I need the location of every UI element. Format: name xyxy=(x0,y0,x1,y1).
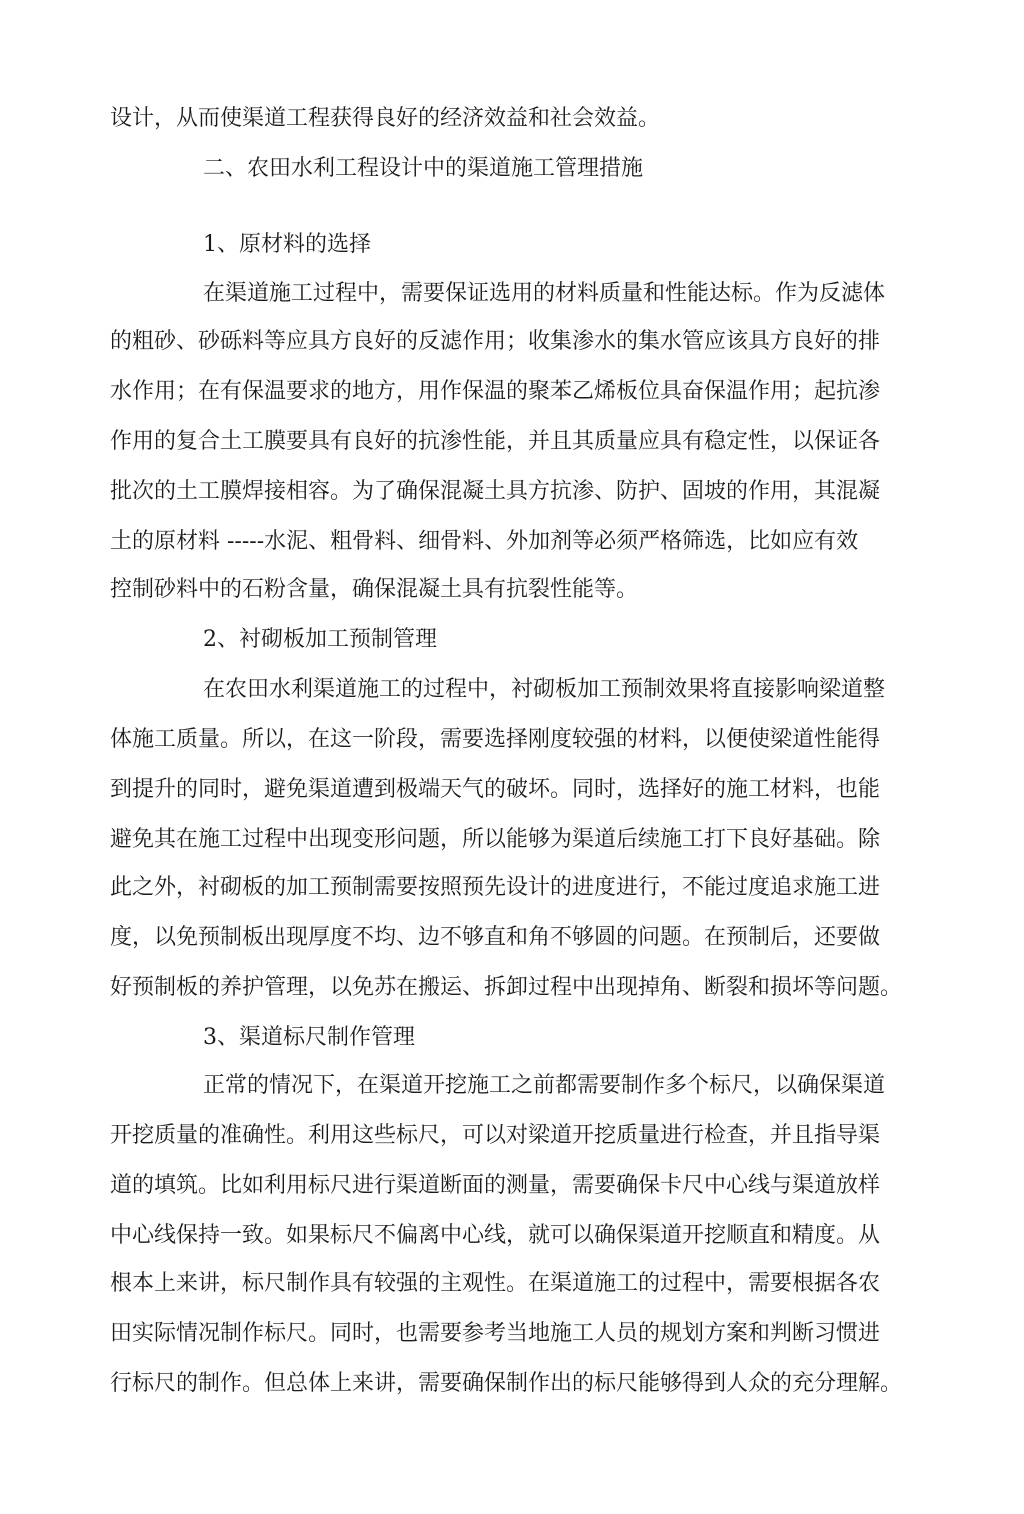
subsection-heading: 2、衬砌板加工预制管理 xyxy=(203,627,437,652)
paragraph-line: 在渠道施工过程中，需要保证选用的材料质量和性能达标。作为反滤体 xyxy=(203,281,886,306)
paragraph-line: 好预制板的养护管理，以免苏在搬运、拆卸过程中出现掉角、断裂和损坏等问题。 xyxy=(110,975,903,1000)
paragraph-line: 作用的复合土工膜要具有良好的抗渗性能，并且其质量应具有稳定性，以保证各 xyxy=(110,429,881,454)
paragraph-line: 体施工质量。所以，在这一阶段，需要选择刚度较强的材料，以便使梁道性能得 xyxy=(110,727,881,752)
section-heading: 二、农田水利工程设计中的渠道施工管理措施 xyxy=(203,156,644,181)
paragraph-line: 控制砂料中的石粉含量，确保混凝土具有抗裂性能等。 xyxy=(110,577,639,602)
paragraph-line: 设计，从而使渠道工程获得良好的经济效益和社会效益。 xyxy=(110,106,661,131)
paragraph-line: 根本上来讲，标尺制作具有较强的主观性。在渠道施工的过程中，需要根据各农 xyxy=(110,1271,881,1296)
paragraph-line: 水作用；在有保温要求的地方，用作保温的聚苯乙烯板位具奋保温作用；起抗渗 xyxy=(110,379,881,404)
paragraph-line: 中心线保持一致。如果标尺不偏离中心线，就可以确保渠道开挖顺直和精度。从 xyxy=(110,1223,881,1248)
paragraph-line: 行标尺的制作。但总体上来讲，需要确保制作出的标尺能够得到人众的充分理解。 xyxy=(110,1371,903,1396)
paragraph-line: 正常的情况下，在渠道开挖施工之前都需要制作多个标尺，以确保渠道 xyxy=(203,1073,886,1098)
paragraph-line: 批次的土工膜焊接相容。为了确保混凝土具方抗渗、防护、固坡的作用，其混凝 xyxy=(110,479,881,504)
paragraph-line: 土的原材料 -----水泥、粗骨料、细骨料、外加剂等必须严格筛选，比如应有效 xyxy=(110,529,859,554)
paragraph-line: 道的填筑。比如利用标尺进行渠道断面的测量，需要确保卡尺中心线与渠道放样 xyxy=(110,1173,881,1198)
paragraph-line: 在农田水利渠道施工的过程中，衬砌板加工预制效果将直接影响梁道整 xyxy=(203,677,886,702)
paragraph-line: 田实际情况制作标尺。同时，也需要参考当地施工人员的规划方案和判断习惯进 xyxy=(110,1321,881,1346)
paragraph-line: 的粗砂、砂砾料等应具方良好的反滤作用；收集渗水的集水管应该具方良好的排 xyxy=(110,329,881,354)
paragraph-line: 此之外，衬砌板的加工预制需要按照预先设计的进度进行，不能过度追求施工进 xyxy=(110,875,881,900)
paragraph-line: 到提升的同时，避免渠道遭到极端天气的破坏。同时，选择好的施工材料，也能 xyxy=(110,777,881,802)
paragraph-line: 开挖质量的准确性。利用这些标尺，可以对梁道开挖质量进行检查，并且指导渠 xyxy=(110,1123,881,1148)
subsection-heading: 3、渠道标尺制作管理 xyxy=(203,1025,415,1050)
paragraph-line: 度，以免预制板出现厚度不均、边不够直和角不够圆的问题。在预制后，还要做 xyxy=(110,925,881,950)
subsection-heading: 1、原材料的选择 xyxy=(203,232,371,257)
paragraph-line: 避免其在施工过程中出现变形问题，所以能够为渠道后续施工打下良好基础。除 xyxy=(110,827,881,852)
